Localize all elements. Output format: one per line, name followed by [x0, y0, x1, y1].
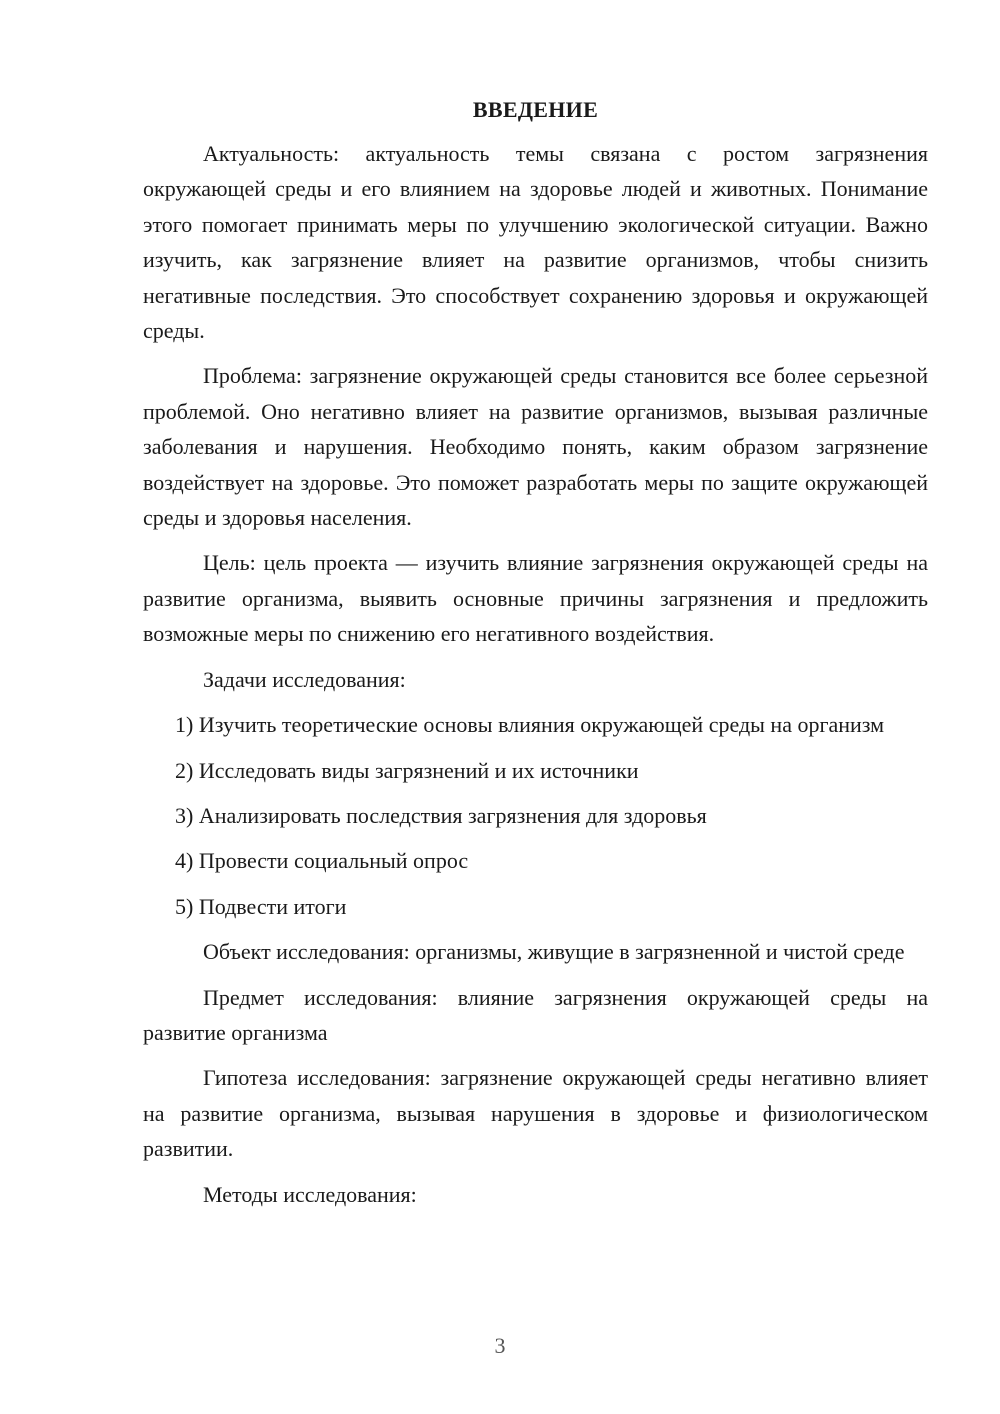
tasks-list	[143, 707, 928, 924]
document-page	[143, 92, 928, 1222]
list-item: 3) Анализировать последствия загрязнения для здоровья	[175, 802, 707, 828]
paragraph-object: Объект исследования: организмы, живущие в загрязненной и чистой среде	[203, 939, 905, 965]
paragraph-problem: Проблема: загрязнение окружающей среды становится все более серьезной проблемой. Оно негативно влияет на развитие организмов, вызывая различные заболевания и нарушения. Необходимо понять, каким образом загрязнение воздействует на здоровье. Это поможет разработать меры по защите окружающей среды и здоровья населения.	[143, 363, 928, 531]
paragraph-hypothesis: Гипотеза исследования: загрязнение окружающей среды негативно влияет на развитие организма, вызывая нарушения в здоровье и физиологическом развитии.	[143, 1065, 928, 1162]
page-number: 3	[494, 1333, 506, 1358]
paragraph-relevance: Актуальность: актуальность темы связана с ростом загрязнения окружающей среды и его влиянием на здоровье людей и животных. Понимание этого помогает принимать меры по улучшению экологической ситуации. Важно изучить, как загрязнение влияет на развитие организмов, чтобы снизить негативные последствия. Это способствует сохранению здоровья и окружающей среды.	[143, 141, 928, 344]
methods-heading: Методы исследования:	[203, 1181, 417, 1207]
list-item: 1) Изучить теоретические основы влияния окружающей среды на организм	[175, 712, 885, 738]
list-item: 4) Провести социальный опрос	[175, 848, 469, 874]
tasks-heading: Задачи исследования:	[203, 666, 406, 692]
paragraph-goal: Цель: цель проекта — изучить влияние загрязнения окружающей среды на развитие организма, выявить основные причины загрязнения и предложить возможные меры по снижению его негативного воздействия.	[143, 550, 928, 647]
list-item: 2) Исследовать виды загрязнений и их источники	[175, 757, 639, 783]
page-title: ВВЕДЕНИЕ	[472, 97, 599, 122]
list-item: 5) Подвести итоги	[175, 893, 347, 919]
paragraph-subject: Предмет исследования: влияние загрязнения окружающей среды на развитие организма	[143, 984, 928, 1045]
